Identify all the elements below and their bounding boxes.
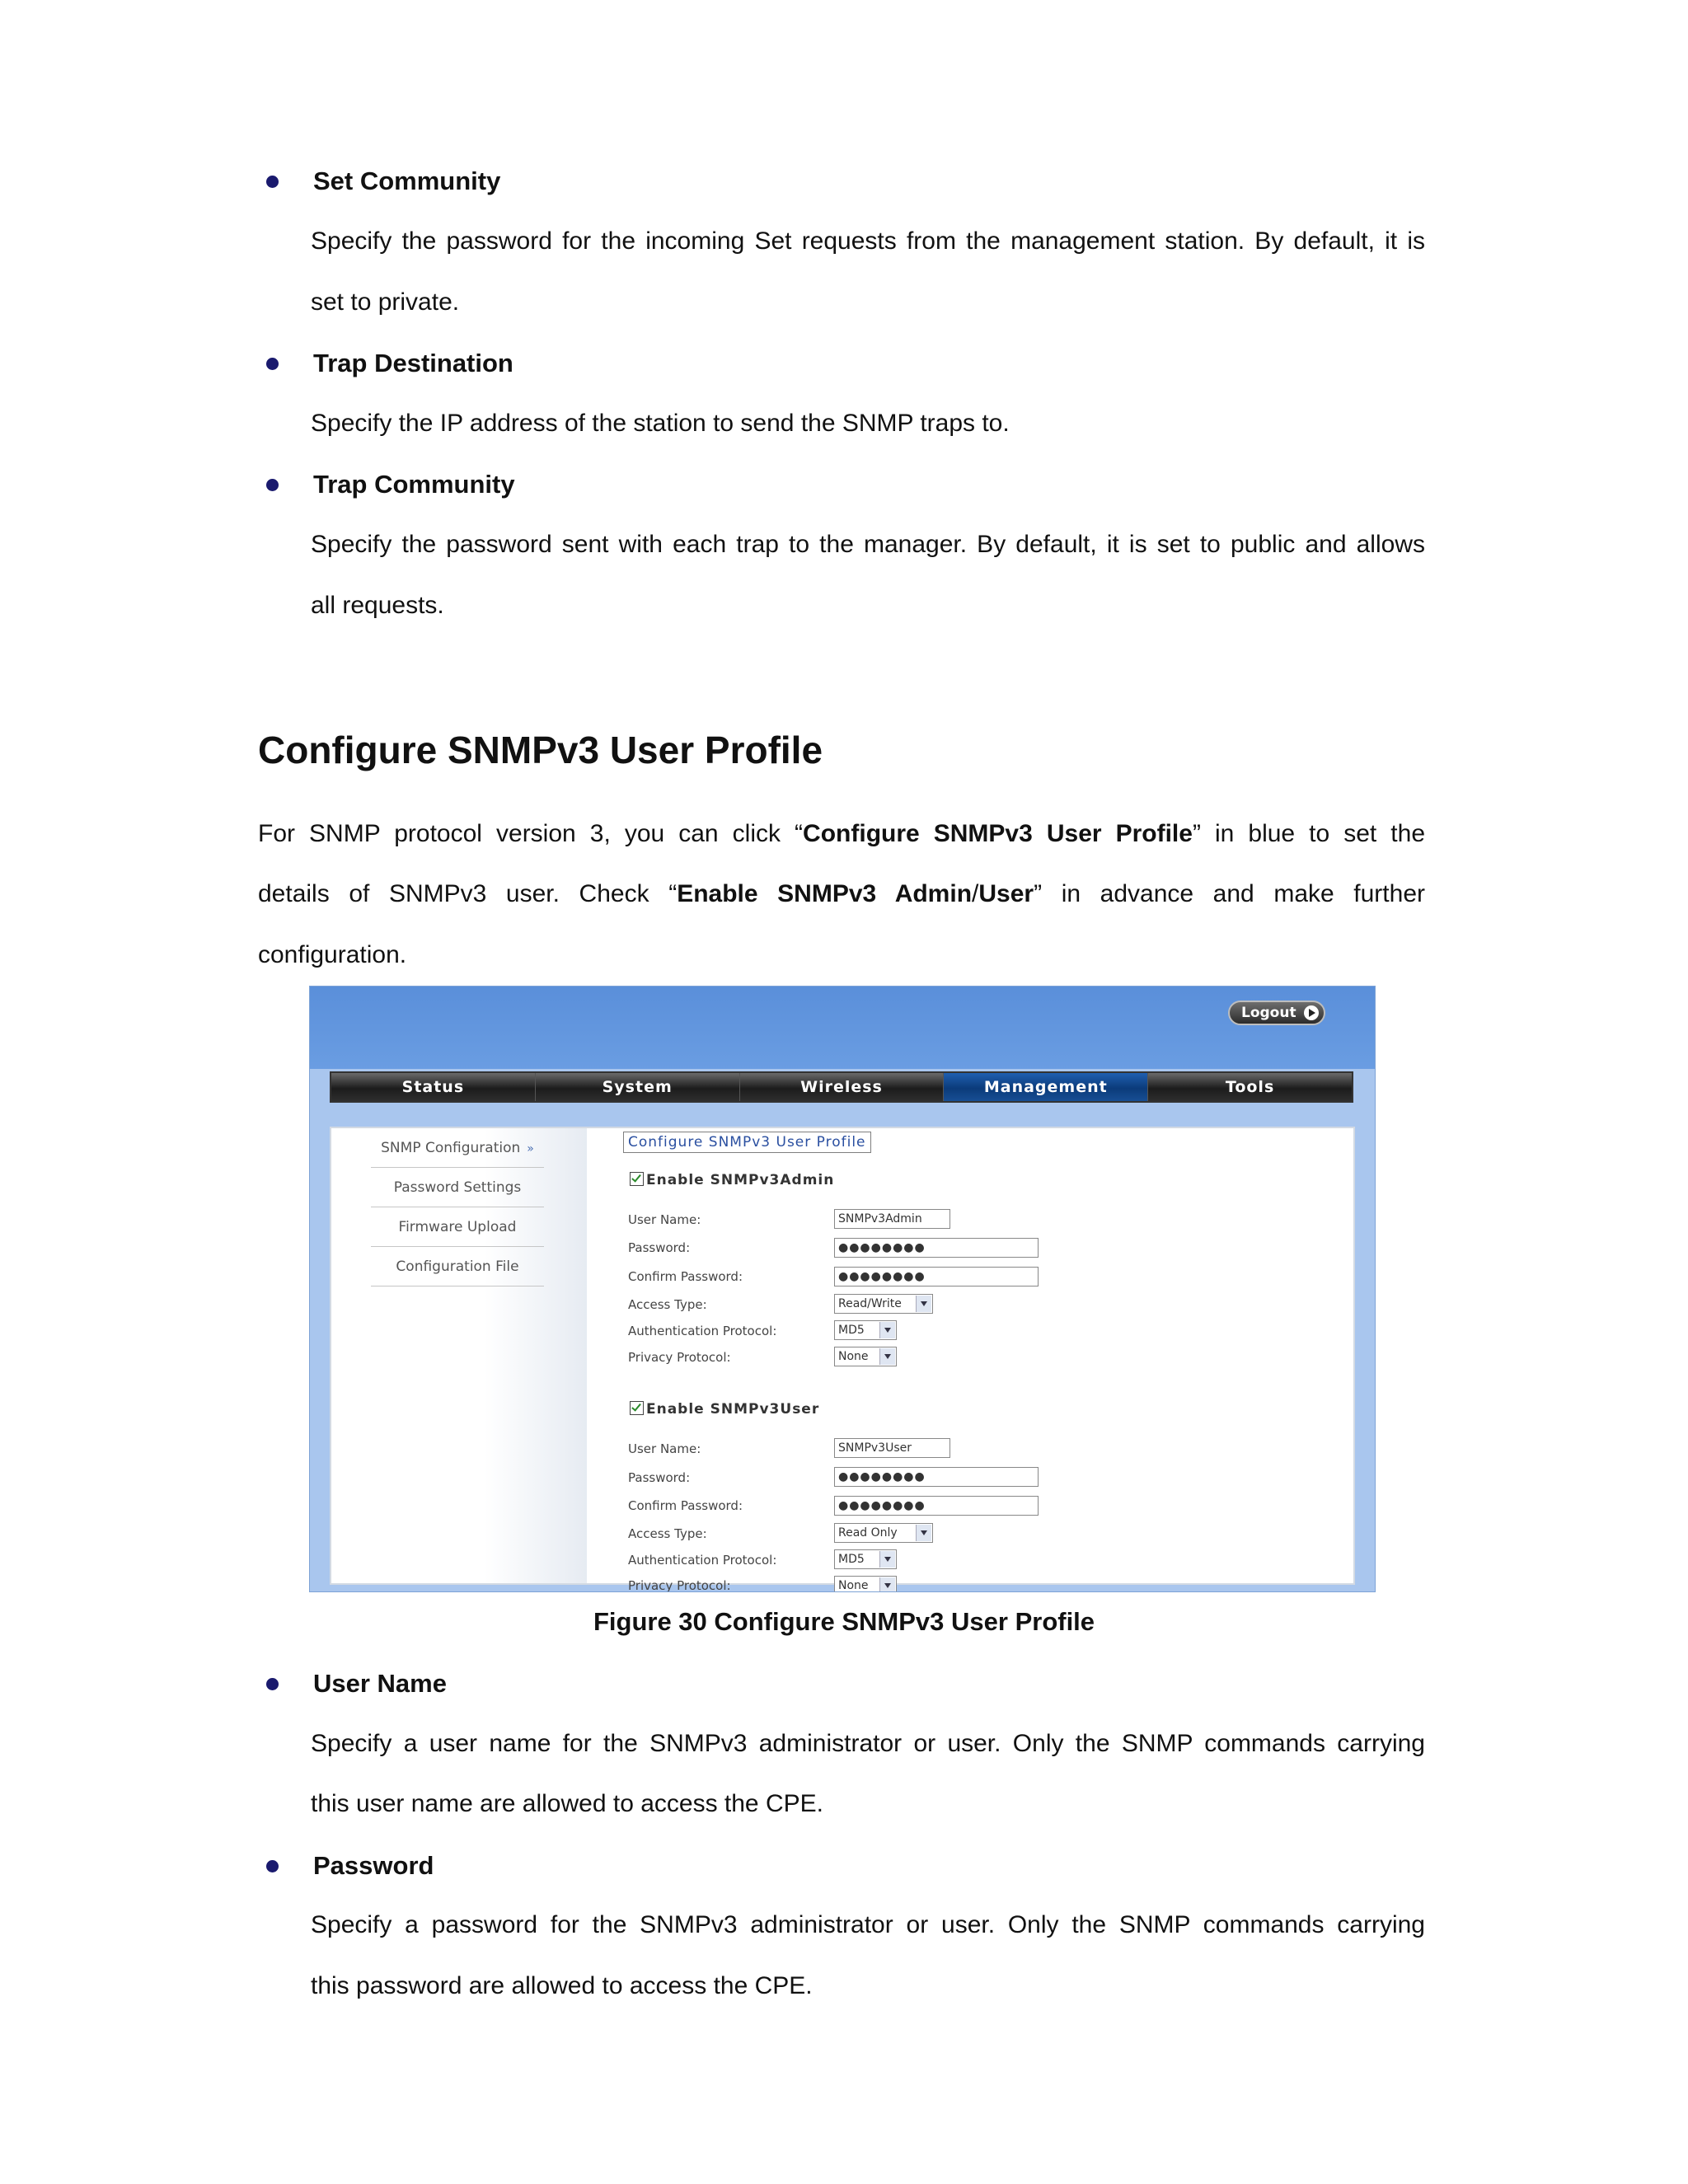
user-confirm-password-label: Confirm Password: (628, 1498, 743, 1513)
user-user-name-input[interactable]: SNMPv3User (834, 1438, 950, 1458)
chevron-down-icon (916, 1525, 931, 1541)
checkbox-label: Enable SNMPv3User (646, 1401, 820, 1418)
admin-password-label: Password: (628, 1240, 691, 1255)
admin-auth-protocol-select[interactable] (834, 1320, 897, 1340)
section-paragraph-line3: configuration. (258, 941, 407, 968)
bold-text: Configure SNMPv3 User Profile (803, 820, 1193, 847)
bullet-title-trap-community: Trap Community (313, 470, 515, 499)
set-community-text-line1: Specify the password for the incoming Set requests from the management station. By default, it is (311, 227, 1425, 255)
select-value: MD5 (838, 1553, 865, 1566)
sidebar-item-label: Firmware Upload (398, 1219, 517, 1235)
user-auth-protocol-label: Authentication Protocol: (628, 1553, 777, 1568)
sidebar-item-label: Password Settings (393, 1179, 522, 1196)
text-span: For SNMP protocol version 3, you can click “ (258, 820, 804, 847)
admin-access-type-label: Access Type: (628, 1297, 707, 1312)
configure-snmpv3-link[interactable]: Configure SNMPv3 User Profile (623, 1132, 871, 1153)
bullet-title-user-name: User Name (313, 1669, 447, 1698)
select-value: None (838, 1350, 869, 1363)
bullet-dot (266, 1678, 279, 1690)
section-paragraph-line2 (258, 879, 1425, 909)
chevron-down-icon (879, 1322, 895, 1338)
sidebar-item-label: SNMP Configuration (381, 1140, 521, 1156)
enable-snmpv3admin-checkbox[interactable] (630, 1172, 834, 1188)
text-span: ” in blue to set the (1192, 820, 1425, 847)
sidebar-item-configuration-file[interactable] (371, 1247, 544, 1286)
user-user-name-label: User Name: (628, 1441, 701, 1456)
enable-snmpv3user-checkbox[interactable] (630, 1401, 819, 1418)
admin-confirm-password-input[interactable]: ●●●●●●●● (834, 1267, 1039, 1286)
user-name-text-line2: this user name are allowed to access the CPE. (311, 1790, 823, 1817)
text-span: ” in advance and make further (1034, 880, 1425, 907)
set-community-text-line2: set to private. (311, 288, 460, 316)
checkbox-label: Enable SNMPv3Admin (646, 1172, 835, 1188)
user-privacy-protocol-select[interactable] (834, 1576, 897, 1592)
user-access-type-select[interactable] (834, 1523, 933, 1543)
admin-privacy-protocol-label: Privacy Protocol: (628, 1350, 731, 1365)
logout-button[interactable] (1228, 1001, 1325, 1025)
sidebar-item-password-settings[interactable] (371, 1168, 544, 1207)
bullet-dot (266, 1860, 279, 1872)
play-icon (1304, 1005, 1319, 1020)
admin-access-type-select[interactable] (834, 1294, 933, 1314)
user-auth-protocol-select[interactable] (834, 1549, 897, 1569)
bold-text: User (978, 880, 1034, 907)
section-heading: Configure SNMPv3 User Profile (258, 729, 823, 771)
checkbox-checked-icon (630, 1401, 644, 1415)
trap-community-text-line2: all requests. (311, 592, 444, 619)
select-value: MD5 (838, 1324, 865, 1337)
sidebar-item-firmware-upload[interactable] (371, 1207, 544, 1247)
password-text-line2: this password are allowed to access the CPE. (311, 1972, 813, 1999)
admin-user-name-label: User Name: (628, 1212, 701, 1227)
user-privacy-protocol-label: Privacy Protocol: (628, 1578, 731, 1592)
admin-password-input[interactable]: ●●●●●●●● (834, 1238, 1039, 1258)
chevron-down-icon (879, 1348, 895, 1365)
form-area (587, 1128, 1353, 1592)
trap-destination-text: Specify the IP address of the station to send the SNMP traps to. (311, 410, 1010, 437)
text-span: details of SNMPv3 user. Check “ (258, 880, 678, 907)
chevron-down-icon (879, 1577, 895, 1592)
chevron-down-icon (916, 1296, 931, 1312)
tab-wireless[interactable]: Wireless (740, 1073, 945, 1101)
password-text-line1: Specify a password for the SNMPv3 administrator or user. Only the SNMP commands carrying (311, 1911, 1425, 1938)
tab-tools[interactable]: Tools (1225, 1078, 1275, 1096)
bullet-dot (266, 176, 279, 188)
select-value: None (838, 1579, 869, 1592)
user-confirm-password-input[interactable]: ●●●●●●●● (834, 1496, 1039, 1516)
tab-management[interactable]: Management (944, 1073, 1148, 1101)
content-panel (330, 1127, 1355, 1592)
admin-privacy-protocol-select[interactable] (834, 1347, 897, 1366)
user-name-text-line1: Specify a user name for the SNMPv3 administrator or user. Only the SNMP commands carrying (311, 1730, 1425, 1757)
sidebar-item-label: Configuration File (396, 1258, 519, 1275)
double-chevron-icon: » (527, 1142, 534, 1155)
bullet-title-set-community: Set Community (313, 166, 501, 195)
sidebar-item-snmp-configuration[interactable] (371, 1128, 544, 1168)
header-band (310, 987, 1375, 1069)
chevron-down-icon (879, 1551, 895, 1568)
figure-caption: Figure 30 Configure SNMPv3 User Profile (593, 1607, 1095, 1636)
bullet-dot (266, 358, 279, 370)
user-password-input[interactable]: ●●●●●●●● (834, 1467, 1039, 1487)
trap-community-text-line1: Specify the password sent with each trap to the manager. By default, it is set to public and allows (311, 531, 1425, 558)
section-paragraph-line1 (258, 819, 1425, 849)
checkbox-checked-icon (630, 1172, 644, 1186)
bullet-title-password: Password (313, 1851, 434, 1880)
logout-label: Logout (1241, 1005, 1296, 1021)
tab-status[interactable]: Status (331, 1073, 536, 1101)
bullet-dot (266, 479, 279, 491)
user-access-type-label: Access Type: (628, 1526, 707, 1541)
text-span: / (972, 880, 979, 907)
admin-user-name-input[interactable]: SNMPv3Admin (834, 1209, 950, 1229)
tab-system[interactable]: System (536, 1073, 740, 1101)
select-value: Read/Write (838, 1297, 902, 1310)
main-nav (330, 1071, 1353, 1103)
bullet-title-trap-destination: Trap Destination (313, 349, 513, 377)
admin-confirm-password-label: Confirm Password: (628, 1269, 743, 1284)
sidebar (331, 1128, 587, 1583)
user-password-label: Password: (628, 1470, 691, 1485)
bold-text: Enable SNMPv3 Admin (677, 880, 973, 907)
admin-auth-protocol-label: Authentication Protocol: (628, 1324, 777, 1338)
select-value: Read Only (838, 1526, 898, 1540)
figure-screenshot (309, 986, 1376, 1592)
